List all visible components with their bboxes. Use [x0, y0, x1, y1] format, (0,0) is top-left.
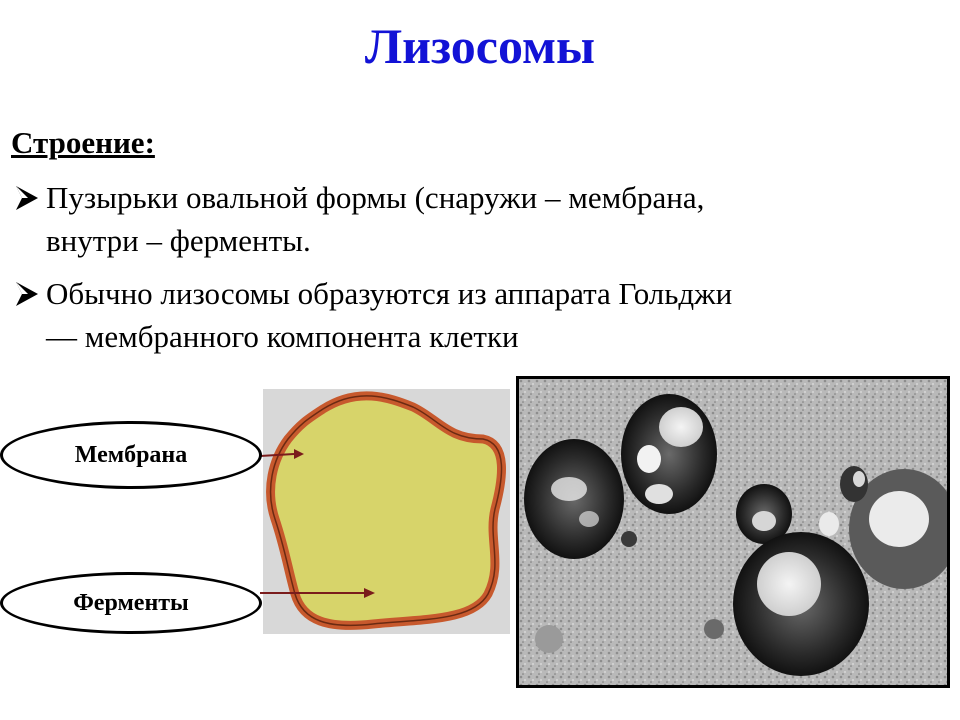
slide-title: Лизосомы: [364, 18, 596, 74]
label-arrows: [258, 440, 378, 610]
membrane-label: Мембрана: [0, 421, 262, 489]
electron-micrograph-image: [516, 376, 950, 688]
bullet-item: [12, 176, 926, 262]
bullet-text-line: — мембранного компонента клетки: [46, 319, 519, 354]
enzymes-arrowhead: [364, 588, 375, 598]
arrow-bullet-icon: [12, 276, 42, 312]
bullet-text-line: внутри – ферменты.: [46, 223, 311, 258]
bullet-item: [12, 272, 926, 358]
structure-subheading: Строение:: [11, 125, 155, 160]
membrane-arrow: [260, 454, 294, 456]
membrane-arrowhead: [294, 449, 304, 459]
enzymes-label: Ферменты: [0, 572, 262, 634]
micrograph-drawing: [519, 379, 947, 685]
bullet-text-line: Обычно лизосомы образуются из аппарата Гольджи: [46, 276, 733, 311]
bullet-text-line: Пузырьки овальной формы (снаружи – мембрана,: [46, 180, 705, 215]
arrow-bullet-icon: [12, 180, 42, 216]
